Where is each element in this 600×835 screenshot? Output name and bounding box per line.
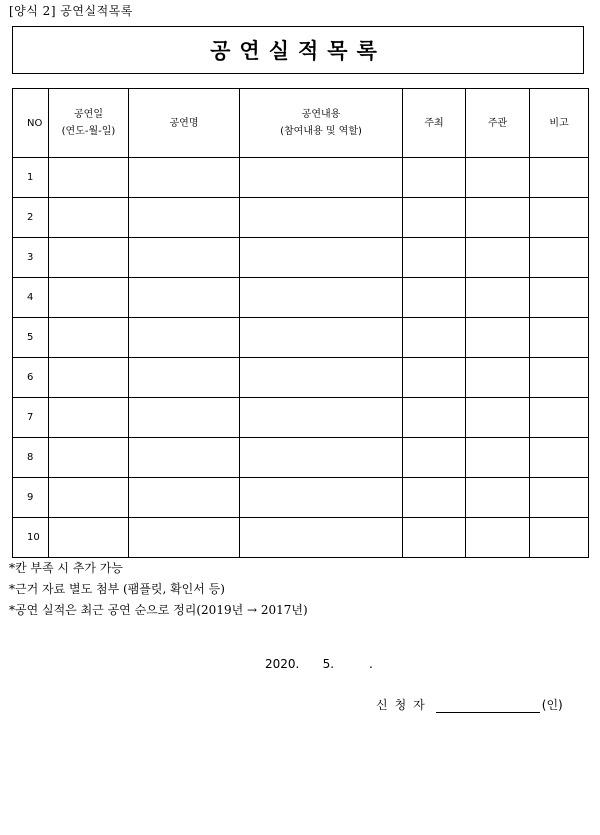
table-row [13, 398, 589, 438]
table-row [13, 518, 589, 558]
note-2: *근거 자료 별도 첨부 (팸플릿, 확인서 등) [9, 582, 225, 596]
row-number: 2 [13, 198, 49, 238]
table-cell[interactable] [49, 238, 129, 278]
table-cell[interactable] [129, 358, 240, 398]
table-cell[interactable] [129, 438, 240, 478]
row-number: 4 [13, 278, 49, 318]
column-header-subtitle: (참여내용 및 역할) [280, 126, 362, 137]
applicant-label: 신청자 [376, 698, 432, 712]
column-header-6 [530, 89, 589, 158]
table-cell[interactable] [403, 478, 466, 518]
page-title: 공연실적목록 [210, 39, 386, 63]
row-number: 7 [13, 398, 49, 438]
performance-records-table [12, 88, 589, 558]
table-cell[interactable] [530, 438, 589, 478]
table-cell[interactable] [403, 198, 466, 238]
table-cell[interactable] [49, 318, 129, 358]
table-cell[interactable] [530, 158, 589, 198]
row-number: 6 [13, 358, 49, 398]
table-body [13, 158, 589, 558]
table-row [13, 158, 589, 198]
table-cell[interactable] [240, 198, 403, 238]
table-cell[interactable] [129, 278, 240, 318]
column-header-2 [129, 89, 240, 158]
table-cell[interactable] [129, 398, 240, 438]
date-text: 2020. 5. . [265, 657, 373, 671]
table-cell[interactable] [49, 278, 129, 318]
table-cell[interactable] [403, 158, 466, 198]
table-cell[interactable] [530, 198, 589, 238]
notes [9, 558, 308, 621]
column-header-title: 주관 [487, 117, 508, 129]
table-cell[interactable] [530, 278, 589, 318]
table-cell[interactable] [466, 238, 530, 278]
table-cell[interactable] [403, 398, 466, 438]
table-cell[interactable] [466, 278, 530, 318]
table-cell[interactable] [466, 398, 530, 438]
table-cell[interactable] [466, 318, 530, 358]
table-row [13, 198, 589, 238]
table-cell[interactable] [530, 518, 589, 558]
table-cell[interactable] [129, 198, 240, 238]
table-cell[interactable] [240, 398, 403, 438]
table-cell[interactable] [530, 478, 589, 518]
table-cell[interactable] [403, 278, 466, 318]
table-cell[interactable] [403, 518, 466, 558]
table-cell[interactable] [403, 318, 466, 358]
table-row [13, 238, 589, 278]
column-header-3 [240, 89, 403, 158]
seal-label: (인) [541, 698, 563, 712]
column-header-5 [466, 89, 530, 158]
column-header-title: NO [27, 117, 43, 129]
table-cell[interactable] [466, 158, 530, 198]
table-cell[interactable] [466, 438, 530, 478]
table-row [13, 438, 589, 478]
table-cell[interactable] [240, 238, 403, 278]
table-header-row [13, 89, 589, 158]
table-cell[interactable] [403, 358, 466, 398]
table-cell[interactable] [129, 238, 240, 278]
column-header-1 [49, 89, 129, 158]
table-cell[interactable] [129, 518, 240, 558]
table-cell[interactable] [530, 318, 589, 358]
table-cell[interactable] [240, 318, 403, 358]
table-row [13, 318, 589, 358]
column-header-subtitle: (연도-월-일) [61, 126, 116, 137]
table-cell[interactable] [466, 198, 530, 238]
date-line [265, 657, 373, 671]
table-cell[interactable] [49, 398, 129, 438]
title-box [12, 26, 584, 74]
note-3: *공연 실적은 최근 공연 순으로 정리(2019년 → 2017년) [9, 603, 308, 617]
signature-line[interactable] [436, 698, 540, 713]
table-cell[interactable] [129, 318, 240, 358]
table-cell[interactable] [240, 518, 403, 558]
table-cell[interactable] [129, 478, 240, 518]
table-cell[interactable] [240, 438, 403, 478]
table-row [13, 358, 589, 398]
row-number: 3 [13, 238, 49, 278]
row-number: 9 [13, 478, 49, 518]
table-cell[interactable] [403, 438, 466, 478]
column-header-0 [13, 89, 49, 158]
column-header-title: 공연내용 [301, 109, 341, 120]
table-cell[interactable] [49, 158, 129, 198]
table-cell[interactable] [129, 158, 240, 198]
row-number: 8 [13, 438, 49, 478]
table-row [13, 278, 589, 318]
table-cell[interactable] [49, 478, 129, 518]
table-cell[interactable] [403, 238, 466, 278]
table-cell[interactable] [466, 518, 530, 558]
row-number: 10 [13, 518, 49, 558]
table-cell[interactable] [530, 238, 589, 278]
table-cell[interactable] [49, 438, 129, 478]
column-header-title: 공연명 [169, 117, 199, 129]
column-header-title: 공연일 [74, 109, 103, 120]
table-cell[interactable] [240, 278, 403, 318]
table-cell[interactable] [49, 198, 129, 238]
table-cell[interactable] [49, 358, 129, 398]
column-header-title: 비고 [549, 117, 569, 129]
table-cell[interactable] [466, 358, 530, 398]
table-cell[interactable] [240, 158, 403, 198]
note-1: *칸 부족 시 추가 가능 [9, 561, 123, 575]
row-number: 5 [13, 318, 49, 358]
table-cell[interactable] [240, 358, 403, 398]
table-cell[interactable] [530, 358, 589, 398]
table-row [13, 478, 589, 518]
table-cell[interactable] [466, 478, 530, 518]
table-cell[interactable] [240, 478, 403, 518]
column-header-4 [403, 89, 466, 158]
row-number: 1 [13, 158, 49, 198]
column-header-title: 주최 [424, 117, 444, 129]
table-cell[interactable] [49, 518, 129, 558]
applicant-signature [376, 696, 563, 713]
table-cell[interactable] [530, 398, 589, 438]
form-label: [양식 2] 공연실적목록 [9, 4, 133, 18]
